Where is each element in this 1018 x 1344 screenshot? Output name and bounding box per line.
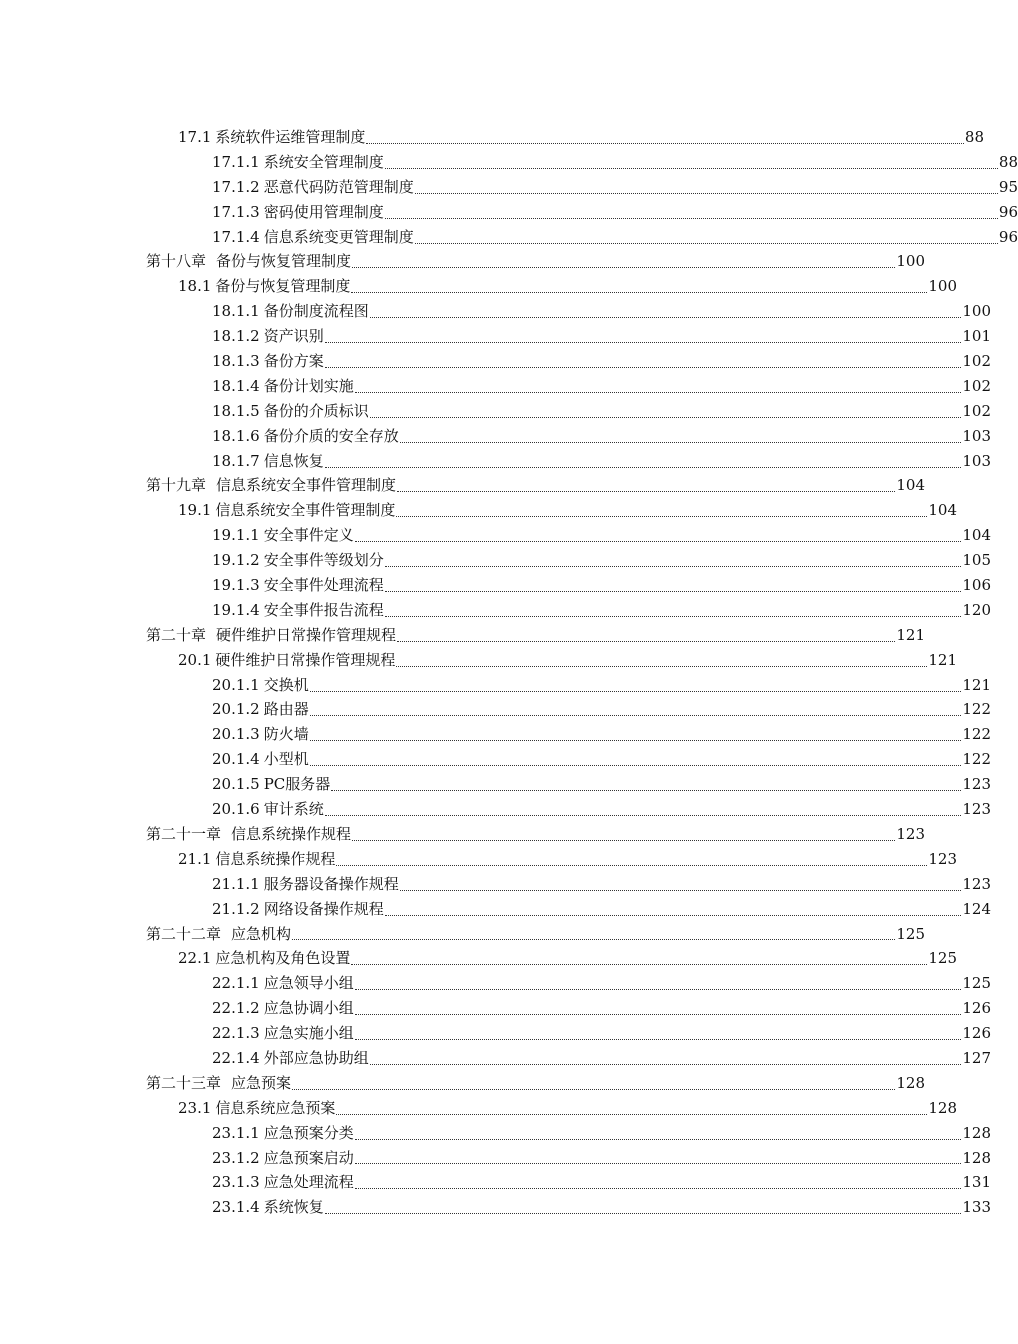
toc-entry-title: 备份的介质标识 xyxy=(263,401,369,420)
toc-entry-title: 应急机构 xyxy=(231,924,292,943)
toc-entry-number: 17.1.4 xyxy=(212,227,260,246)
toc-dot-leader xyxy=(331,790,961,791)
toc-page-number: 102 xyxy=(962,376,991,395)
toc-entry-text xyxy=(212,722,309,747)
toc-page-number: 128 xyxy=(962,1123,991,1142)
toc-dot-leader xyxy=(355,1139,962,1140)
toc-page-number: 100 xyxy=(896,252,925,271)
toc-entry-number: 23.1.4 xyxy=(212,1198,260,1217)
toc-dot-leader xyxy=(355,1014,962,1015)
toc-entry[interactable] xyxy=(0,946,957,971)
toc-entry[interactable] xyxy=(0,175,1018,200)
toc-entry[interactable] xyxy=(0,399,991,424)
toc-page-number: 126 xyxy=(962,999,991,1018)
toc-entry-number: 第十八章 xyxy=(146,252,207,271)
toc-page-number: 121 xyxy=(962,675,991,694)
toc-entry-text xyxy=(146,249,351,274)
toc-entry-number: 18.1.7 xyxy=(212,451,260,470)
toc-entry-text xyxy=(212,697,309,722)
toc-entry-text xyxy=(212,424,399,449)
toc-entry-title: 系统安全管理制度 xyxy=(263,152,384,171)
toc-entry-number: 第二十一章 xyxy=(146,824,222,843)
toc-entry-text xyxy=(212,175,414,200)
toc-entry-title: 备份与恢复管理制度 xyxy=(216,252,352,271)
toc-entry-title: 应急机构及角色设置 xyxy=(215,949,351,968)
toc-page-number: 128 xyxy=(962,1148,991,1167)
toc-page-number: 101 xyxy=(962,327,991,346)
toc-dot-leader xyxy=(397,641,895,642)
toc-entry-text xyxy=(178,125,365,150)
toc-dot-leader xyxy=(292,1089,895,1090)
toc-entry-text xyxy=(212,1046,369,1071)
toc-dot-leader xyxy=(325,342,962,343)
toc-entry-number: 第二十二章 xyxy=(146,924,222,943)
toc-entry-number: 20.1.5 xyxy=(212,775,260,794)
toc-dot-leader xyxy=(336,1114,927,1115)
toc-dot-leader xyxy=(355,1039,962,1040)
toc-entry-title: 应急预案启动 xyxy=(263,1148,354,1167)
toc-dot-leader xyxy=(310,691,962,692)
toc-entry[interactable] xyxy=(0,150,1018,175)
toc-entry[interactable] xyxy=(0,374,991,399)
toc-dot-leader xyxy=(325,1213,962,1214)
toc-dot-leader xyxy=(351,292,927,293)
toc-page-number: 133 xyxy=(962,1198,991,1217)
toc-entry-text xyxy=(212,150,384,175)
toc-entry-text xyxy=(212,548,384,573)
toc-page-number: 95 xyxy=(998,177,1018,196)
toc-entry-text xyxy=(212,1021,354,1046)
toc-entry[interactable] xyxy=(0,548,991,573)
toc-entry-title: 信息系统安全事件管理制度 xyxy=(215,501,396,520)
toc-entry-title: 应急预案 xyxy=(231,1073,292,1092)
toc-entry[interactable] xyxy=(0,598,991,623)
toc-entry[interactable] xyxy=(0,897,991,922)
toc-page-number: 104 xyxy=(928,501,957,520)
toc-dot-leader xyxy=(396,516,927,517)
toc-entry-number: 19.1.3 xyxy=(212,576,260,595)
toc-page-number: 106 xyxy=(962,576,991,595)
toc-page-number: 100 xyxy=(928,277,957,296)
toc-entry-number: 18.1.4 xyxy=(212,376,260,395)
toc-entry-text xyxy=(212,324,324,349)
toc-page-number: 124 xyxy=(962,899,991,918)
toc-entry-text xyxy=(212,1170,354,1195)
toc-entry-text xyxy=(212,872,399,897)
toc-entry-title: 系统软件运维管理制度 xyxy=(215,128,366,146)
toc-entry-text xyxy=(212,225,414,250)
toc-page-number: 127 xyxy=(962,1048,991,1067)
toc-entry-title: 应急实施小组 xyxy=(263,1024,354,1043)
toc-page-number: 122 xyxy=(962,700,991,719)
toc-entry-title: 信息系统变更管理制度 xyxy=(263,227,414,246)
toc-entry-text xyxy=(212,897,384,922)
toc-entry-title: 信息系统应急预案 xyxy=(215,1098,336,1117)
toc-page-number: 126 xyxy=(962,1024,991,1043)
toc-entry-number: 18.1.2 xyxy=(212,327,260,346)
toc-entry[interactable] xyxy=(0,449,991,474)
toc-dot-leader xyxy=(370,317,962,318)
toc-entry-number: 23.1.3 xyxy=(212,1173,260,1192)
toc-dot-leader xyxy=(385,566,962,567)
toc-entry-number: 22.1.1 xyxy=(212,974,260,993)
toc-entry[interactable] xyxy=(0,722,991,747)
toc-entry-number: 19.1 xyxy=(178,501,212,520)
toc-dot-leader xyxy=(310,715,962,716)
toc-page-number: 100 xyxy=(962,302,991,321)
toc-dot-leader xyxy=(370,1064,962,1065)
toc-page-number: 123 xyxy=(962,874,991,893)
toc-entry-number: 22.1.4 xyxy=(212,1048,260,1067)
toc-entry[interactable] xyxy=(0,573,991,598)
toc-page-number: 122 xyxy=(962,750,991,769)
toc-dot-leader xyxy=(355,1188,962,1189)
toc-page-number: 125 xyxy=(896,924,925,943)
toc-entry-title: 交换机 xyxy=(263,675,309,694)
toc-entry-text xyxy=(146,623,396,648)
toc-entry-title: 安全事件等级划分 xyxy=(263,551,384,570)
toc-entry-text xyxy=(212,299,369,324)
toc-entry-title: 应急预案分类 xyxy=(263,1123,354,1142)
toc-entry-title: 安全事件处理流程 xyxy=(263,576,384,595)
toc-entry-text xyxy=(212,797,324,822)
toc-entry[interactable] xyxy=(0,623,925,648)
toc-entry-text xyxy=(178,847,335,872)
toc-entry-title: 应急协调小组 xyxy=(263,999,354,1018)
toc-entry-number: 20.1 xyxy=(178,650,212,669)
toc-entry[interactable] xyxy=(0,523,991,548)
toc-entry-number: 21.1 xyxy=(178,849,212,868)
toc-entry[interactable] xyxy=(0,822,925,847)
toc-page-number: 105 xyxy=(962,551,991,570)
toc-entry-number: 第十九章 xyxy=(146,476,207,495)
toc-entry-title: 备份介质的安全存放 xyxy=(263,426,399,445)
toc-entry[interactable] xyxy=(0,225,1018,250)
toc-entry-title: 网络设备操作规程 xyxy=(263,899,384,918)
toc-entry[interactable] xyxy=(0,1021,991,1046)
toc-entry[interactable] xyxy=(0,1121,991,1146)
toc-entry-title: 恶意代码防范管理制度 xyxy=(263,177,414,196)
toc-entry[interactable] xyxy=(0,797,991,822)
toc-entry-number: 23.1.1 xyxy=(212,1123,260,1142)
toc-page-number: 122 xyxy=(962,725,991,744)
toc-page-number: 121 xyxy=(896,625,925,644)
toc-entry[interactable] xyxy=(0,1170,991,1195)
toc-entry-text xyxy=(146,822,351,847)
toc-entry[interactable] xyxy=(0,1195,991,1220)
toc-entry-title: 信息系统操作规程 xyxy=(215,849,336,868)
toc-dot-leader xyxy=(310,765,962,766)
toc-dot-leader xyxy=(325,367,962,368)
toc-entry[interactable] xyxy=(0,424,991,449)
toc-entry-title: 防火墙 xyxy=(263,725,309,744)
toc-entry[interactable] xyxy=(0,274,957,299)
toc-dot-leader xyxy=(370,417,962,418)
toc-dot-leader xyxy=(355,989,962,990)
toc-entry-text xyxy=(212,747,309,772)
toc-entry-text xyxy=(212,772,330,797)
toc-entry-number: 17.1.3 xyxy=(212,202,260,221)
toc-entry-text xyxy=(146,1071,291,1096)
toc-entry[interactable] xyxy=(0,648,957,673)
toc-entry-title: PC服务器 xyxy=(263,775,331,794)
toc-entry-title: 信息恢复 xyxy=(263,451,324,470)
toc-entry[interactable] xyxy=(0,847,957,872)
toc-page-number: 123 xyxy=(896,824,925,843)
toc-dot-leader xyxy=(396,666,927,667)
toc-entry-text xyxy=(146,473,396,498)
toc-dot-leader xyxy=(400,890,962,891)
toc-page-number: 104 xyxy=(962,526,991,545)
toc-entry-title: 硬件维护日常操作管理规程 xyxy=(216,625,397,644)
toc-entry-title: 外部应急协助组 xyxy=(263,1048,369,1067)
toc-entry-number: 21.1.2 xyxy=(212,899,260,918)
toc-entry-number: 21.1.1 xyxy=(212,874,260,893)
toc-entry-number: 22.1.2 xyxy=(212,999,260,1018)
toc-entry-title: 备份方案 xyxy=(263,352,324,371)
toc-entry-text xyxy=(212,673,309,698)
toc-dot-leader xyxy=(355,541,962,542)
toc-dot-leader xyxy=(385,168,998,169)
toc-entry-text xyxy=(212,399,369,424)
toc-entry-text xyxy=(178,946,350,971)
toc-entry-title: 服务器设备操作规程 xyxy=(263,874,399,893)
toc-dot-leader xyxy=(415,193,998,194)
toc-page-number: 104 xyxy=(896,476,925,495)
toc-dot-leader xyxy=(310,740,962,741)
toc-entry[interactable] xyxy=(0,349,991,374)
toc-entry-title: 信息系统安全事件管理制度 xyxy=(216,476,397,495)
toc-entry[interactable] xyxy=(0,200,1018,225)
toc-dot-leader xyxy=(325,467,962,468)
toc-entry[interactable] xyxy=(0,673,991,698)
toc-dot-leader xyxy=(385,616,962,617)
toc-page-number: 125 xyxy=(928,949,957,968)
toc-entry-text xyxy=(212,374,354,399)
toc-entry-number: 20.1.6 xyxy=(212,800,260,819)
toc-entry-title: 路由器 xyxy=(263,700,309,719)
toc-entry-title: 系统恢复 xyxy=(263,1198,324,1217)
toc-entry-text xyxy=(212,1146,354,1171)
toc-entry[interactable] xyxy=(0,498,957,523)
toc-entry-number: 17.1 xyxy=(178,128,212,146)
toc-page-number: 128 xyxy=(928,1098,957,1117)
toc-dot-leader xyxy=(325,815,962,816)
toc-entry-number: 18.1.6 xyxy=(212,426,260,445)
toc-entry-text xyxy=(146,922,291,947)
toc-page-number: 102 xyxy=(962,352,991,371)
toc-entry[interactable] xyxy=(0,697,991,722)
toc-dot-leader xyxy=(400,442,962,443)
toc-entry-title: 备份计划实施 xyxy=(263,376,354,395)
toc-dot-leader xyxy=(336,865,927,866)
toc-entry-text xyxy=(212,971,354,996)
toc-entry-title: 安全事件报告流程 xyxy=(263,600,384,619)
toc-entry-text xyxy=(178,274,350,299)
toc-entry-text xyxy=(212,1121,354,1146)
toc-entry-text xyxy=(212,573,384,598)
toc-entry-number: 第二十三章 xyxy=(146,1073,222,1092)
toc-entry[interactable] xyxy=(0,1146,991,1171)
toc-entry-text xyxy=(212,1195,324,1220)
toc-entry[interactable] xyxy=(0,971,991,996)
toc-entry[interactable] xyxy=(0,872,991,897)
toc-entry-number: 18.1.1 xyxy=(212,302,260,321)
toc-entry-text xyxy=(212,449,324,474)
toc-entry-number: 18.1.3 xyxy=(212,352,260,371)
toc-entry-text xyxy=(178,498,395,523)
toc-entry-text xyxy=(212,349,324,374)
toc-entry-text xyxy=(178,1096,335,1121)
toc-entry-title: 密码使用管理制度 xyxy=(263,202,384,221)
toc-entry[interactable] xyxy=(0,1096,957,1121)
toc-entry[interactable] xyxy=(0,324,991,349)
toc-entry-number: 23.1 xyxy=(178,1098,212,1117)
toc-dot-leader xyxy=(355,392,962,393)
toc-page-number: 102 xyxy=(962,401,991,420)
toc-entry-text xyxy=(212,523,354,548)
toc-dot-leader xyxy=(385,915,962,916)
toc-entry-number: 17.1.1 xyxy=(212,152,260,171)
toc-entry-title: 备份制度流程图 xyxy=(263,302,369,321)
toc-dot-leader xyxy=(366,143,963,144)
toc-entry-title: 资产识别 xyxy=(263,327,324,346)
toc-entry-number: 20.1.3 xyxy=(212,725,260,744)
toc-entry-number: 第二十章 xyxy=(146,625,207,644)
toc-entry[interactable] xyxy=(0,1071,925,1096)
toc-entry-number: 19.1.2 xyxy=(212,551,260,570)
toc-entry-number: 22.1 xyxy=(178,949,212,968)
toc-entry-number: 23.1.2 xyxy=(212,1148,260,1167)
toc-entry[interactable] xyxy=(0,922,925,947)
toc-entry[interactable] xyxy=(0,772,991,797)
toc-dot-leader xyxy=(292,939,895,940)
toc-entry-number: 17.1.2 xyxy=(212,177,260,196)
toc-page-number: 120 xyxy=(962,600,991,619)
toc-entry[interactable] xyxy=(0,473,925,498)
toc-dot-leader xyxy=(385,218,998,219)
toc-page-number: 96 xyxy=(998,202,1018,221)
toc-page-number: 103 xyxy=(962,451,991,470)
toc-page-number: 121 xyxy=(928,650,957,669)
toc-entry-number: 20.1.2 xyxy=(212,700,260,719)
toc-entry-number: 19.1.4 xyxy=(212,600,260,619)
toc-page-number: 128 xyxy=(896,1073,925,1092)
toc-entry-title: 应急处理流程 xyxy=(263,1173,354,1192)
toc-dot-leader xyxy=(352,267,895,268)
toc-page-number: 123 xyxy=(928,849,957,868)
toc-entry-title: 安全事件定义 xyxy=(263,526,354,545)
toc-entry[interactable] xyxy=(0,747,991,772)
toc-entry-title: 应急领导小组 xyxy=(263,974,354,993)
toc-entry-number: 19.1.1 xyxy=(212,526,260,545)
table-of-contents xyxy=(0,125,1018,1220)
toc-entry-title: 信息系统操作规程 xyxy=(231,824,352,843)
toc-entry[interactable] xyxy=(0,299,991,324)
toc-entry-number: 18.1.5 xyxy=(212,401,260,420)
toc-entry-text xyxy=(212,598,384,623)
toc-entry-title: 审计系统 xyxy=(263,800,324,819)
toc-entry-number: 18.1 xyxy=(178,277,212,296)
toc-page-number: 96 xyxy=(998,227,1018,246)
toc-entry-number: 20.1.4 xyxy=(212,750,260,769)
toc-dot-leader xyxy=(351,964,927,965)
toc-page-number: 125 xyxy=(962,974,991,993)
toc-dot-leader xyxy=(415,243,998,244)
toc-entry-title: 硬件维护日常操作管理规程 xyxy=(215,650,396,669)
toc-page-number: 123 xyxy=(962,775,991,794)
toc-entry-text xyxy=(212,996,354,1021)
toc-dot-leader xyxy=(397,491,895,492)
toc-entry-number: 22.1.3 xyxy=(212,1024,260,1043)
toc-entry-text xyxy=(178,648,395,673)
toc-entry-number: 20.1.1 xyxy=(212,675,260,694)
toc-dot-leader xyxy=(385,591,962,592)
toc-dot-leader xyxy=(355,1163,962,1164)
toc-entry-title: 备份与恢复管理制度 xyxy=(215,277,351,296)
toc-entry[interactable] xyxy=(0,996,991,1021)
toc-page-number: 131 xyxy=(962,1173,991,1192)
toc-entry[interactable] xyxy=(0,125,984,150)
toc-page-number: 123 xyxy=(962,800,991,819)
toc-page-number: 103 xyxy=(962,426,991,445)
toc-entry[interactable] xyxy=(0,1046,991,1071)
toc-entry-text xyxy=(212,200,384,225)
toc-dot-leader xyxy=(352,840,895,841)
toc-entry[interactable] xyxy=(0,249,925,274)
toc-page-number: 88 xyxy=(998,152,1018,171)
toc-page-number: 88 xyxy=(964,128,984,146)
toc-entry-title: 小型机 xyxy=(263,750,309,769)
